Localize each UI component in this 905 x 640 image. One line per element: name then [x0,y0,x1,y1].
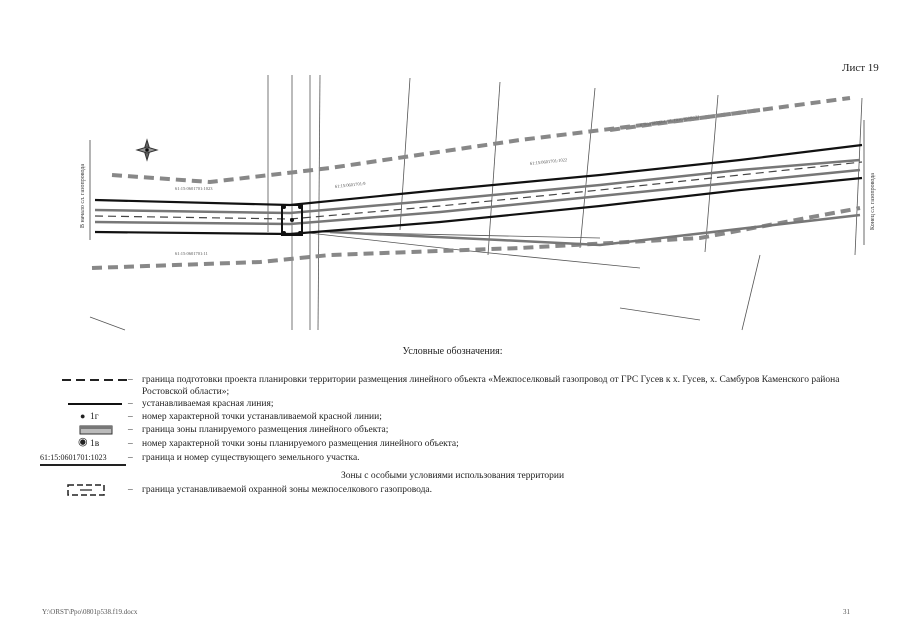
right-marker-label: Конец сл. газопровода [870,173,876,230]
zones-title: Зоны с особыми условиями использования территории [340,471,565,481]
legend-text: номер характерной точки устанавливаемой красной линии; [142,412,382,422]
legend-symbol-label: 1г [90,412,99,422]
legend-text: номер характерной точки зоны планируемого размещения линейного объекта; [142,439,459,449]
legend-dash: – [128,439,133,449]
legend-dash: – [128,453,133,463]
legend-dash: – [128,375,133,385]
file-path: Y:\ORST\Ppo\0801p538.f19.docx [42,608,138,616]
dashed-boundary-symbol [60,374,130,386]
sheet-label: Лист 19 [842,62,879,74]
legend-text: граница устанавливаемой охранной зоны межпоселкового газопровода. [142,485,433,495]
legend-symbol-label: 1в [90,439,100,449]
legend-text: устанавливаемая красная линия; [142,399,274,409]
legend-dash: – [128,485,133,495]
parcel-label: 61:15:0601701:11 [175,251,208,256]
legend-text: граница подготовки проекта планировки территории размещения линейного объекта «Межпоселковый газопровод от ГРС Гусев к х. Гусев, х. Самбуров Каменского района Ростовской области»; [142,375,840,397]
protection-zone-lines [92,98,860,268]
page-number: 31 [843,608,850,616]
legend-dash: – [128,399,133,409]
left-marker-label: В начало сл. газопровода [80,163,86,228]
red-line-symbol [60,398,130,410]
north-arrow-icon [137,140,157,160]
zone-bar-symbol [60,424,130,436]
point-small-symbol: ● 1г [80,411,99,422]
legend-text: граница и номер существующего земельного участка. [142,453,360,463]
legend-symbol-label: 61:15:0601701:1023 [40,453,107,462]
legend-text: граница зоны планируемого размещения линейного объекта; [142,425,389,435]
parcel-label: 61:15:0601701:1023 [175,186,213,191]
legend-dash: – [128,425,133,435]
protection-zone-symbol [60,484,130,496]
road-label: к подъездам сл. газопровода [639,114,700,128]
parcel-symbol [40,452,130,464]
parcel-label: 61:15:0601701:1022 [529,157,568,166]
legend-title: Условные обозначения: [402,346,503,357]
legend-dash: – [128,412,133,422]
point-large-symbol: ◉ 1в [78,436,100,449]
parcel-label: 61:15:0601701:9 [334,180,366,189]
